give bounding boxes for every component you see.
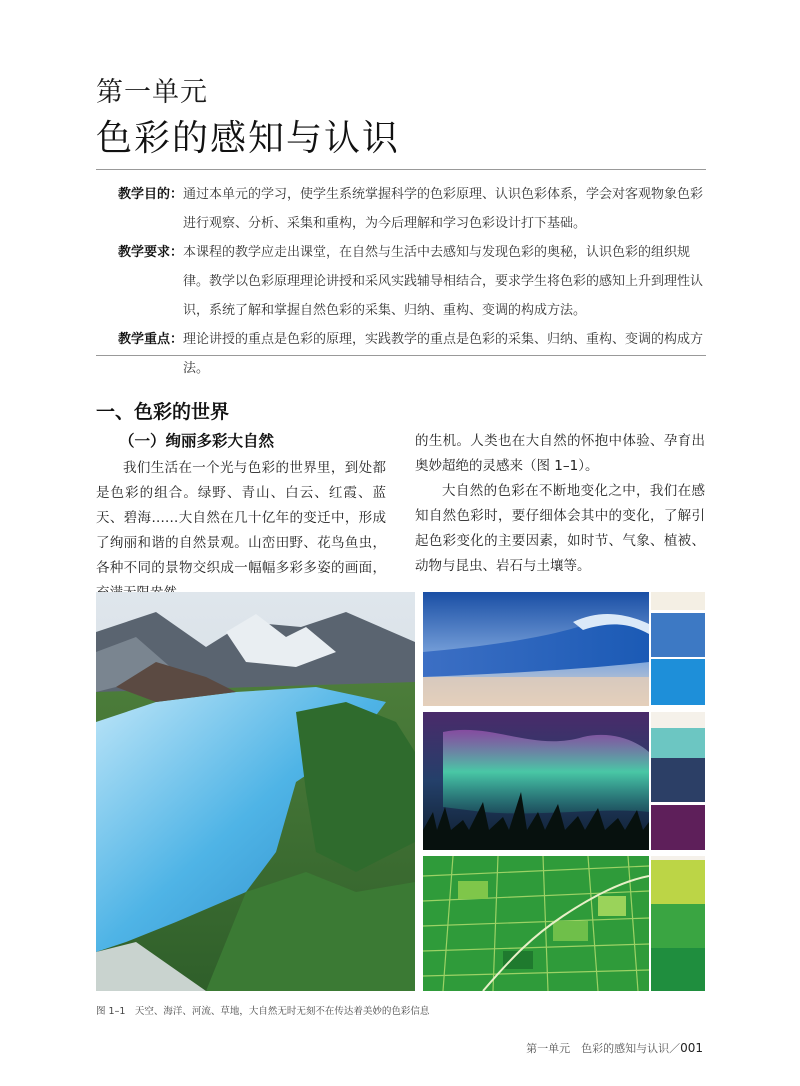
color-swatch [651,758,705,802]
unit-title: 色彩的感知与认识 [96,118,401,159]
paragraph: 大自然的色彩在不断地变化之中，我们在感知自然色彩时，要仔细体会其中的变化，了解引起色彩变化的主要因素，如时节、气象、植被、动物与昆虫、岩石与土壤等。 [415,483,705,574]
section-title: 一、色彩的世界 [96,401,230,423]
goal-text: 理论讲授的重点是色彩的原理，实践教学的重点是色彩的采集、归纳、重构、变调的构成方法。 [183,332,704,376]
color-swatch [651,659,705,705]
color-swatch [651,948,705,991]
color-swatch [651,613,705,657]
aurora-photo [423,712,649,850]
text-column-right [415,429,705,579]
color-swatch [651,592,705,610]
color-swatch [651,904,705,948]
mountain-lake-photo [96,592,415,991]
bottom-divider [96,355,706,356]
color-swatch [651,728,705,758]
footer-running-title: 第一单元 色彩的感知与认识／ [526,1042,681,1055]
goal-text: 通过本单元的学习，使学生系统掌握科学的色彩原理、认识色彩体系，学会对客观物象色彩进行观察、分析、采集和重构，为今后理解和学习色彩设计打下基础。 [183,187,704,231]
goal-key: 教学重点： [118,332,184,347]
goal-key: 教学目的： [118,187,184,202]
teaching-goals [118,180,708,383]
color-swatch [651,712,705,728]
unit-label: 第一单元 [96,77,208,108]
goal-text: 本课程的教学应走出课堂，在自然与生活中去感知与发现色彩的奥秘，认识色彩的组织规律。教学以色彩原理理论讲授和采风实践辅导相结合，要求学生将色彩的感知上升到理性认识，系统了解和掌握自然色彩的采集、归纳、重构、变调的构成方法。 [183,245,704,318]
goal-key: 教学要求： [118,245,184,260]
paragraph-continued: 的生机。人类也在大自然的怀抱中体验、孕育出奥妙超绝的灵感来（图 1–1）。 [415,433,705,474]
top-divider [96,169,706,170]
color-swatch [651,805,705,850]
page-footer [526,1040,703,1056]
goal-row-requirement [118,238,708,325]
figure-caption: 图 1–1 天空、海洋、河流、草地，大自然无时无刻不在传达着美妙的色彩信息 [96,1006,430,1017]
page-number: 001 [680,1041,703,1055]
green-fields-photo [423,856,649,991]
paragraph: 我们生活在一个光与色彩的世界里，到处都是色彩的组合。绿野、青山、白云、红霞、蓝天、碧海……大自然在几十亿年的变迁中，形成了绚丽和谐的自然景观。山峦田野、花鸟鱼虫，各种不同的景物交织成一幅幅多彩多姿的画面， [96,460,386,576]
goal-row-purpose [118,180,708,238]
text-column-left [96,429,386,606]
color-swatch [651,860,705,904]
goal-row-focus [118,325,708,383]
subsection-title: （一）绚丽多彩大自然 [119,432,275,450]
wave-photo [423,592,649,706]
